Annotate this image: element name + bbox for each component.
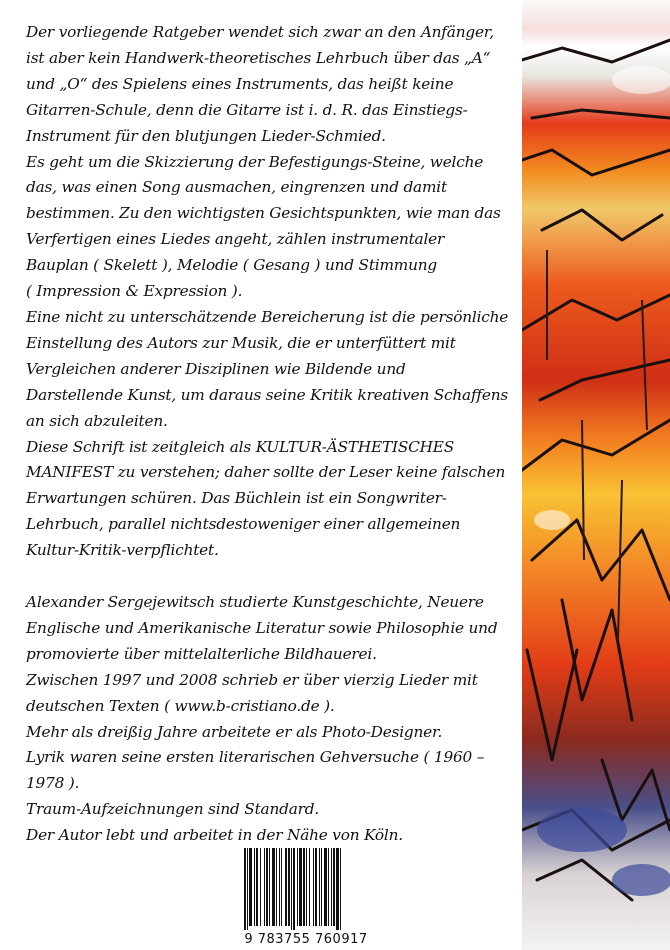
intro-line: Es geht um die Skizzierung der Befestigungs-Steine, welche xyxy=(26,152,484,171)
author-bio-paragraph xyxy=(26,590,516,849)
intro-line: Instrument für den blutjungen Lieder-Schmied. xyxy=(26,126,386,145)
barcode-bar xyxy=(333,848,335,926)
bio-line: Lyrik waren seine ersten literarischen Gehversuche ( 1960 – xyxy=(26,748,485,767)
isbn-number: 9 783755 760917 xyxy=(244,932,368,947)
intro-line: Eine nicht zu unterschätzende Bereicherung ist die persönliche xyxy=(26,307,509,326)
barcode-bar xyxy=(321,848,322,926)
bio-line: Englische und Amerikanische Literatur sowie Philosophie und xyxy=(26,618,498,637)
cover-artwork-strip xyxy=(522,0,670,950)
barcode-bar xyxy=(336,848,339,930)
barcode-bar xyxy=(288,848,290,926)
intro-line: Bauplan ( Skelett ), Melodie ( Gesang ) und Stimmung xyxy=(26,256,437,275)
bio-line: Zwischen 1997 und 2008 schrieb er über vierzig Lieder mit xyxy=(26,670,478,689)
bio-line: Traum-Aufzeichnungen sind Standard. xyxy=(26,800,319,819)
barcode-bar xyxy=(315,848,317,926)
barcode-bar xyxy=(249,848,252,926)
barcode-bar xyxy=(254,848,255,926)
intro-line: Lehrbuch, parallel nichtsdestoweniger einer allgemeinen xyxy=(26,515,461,534)
barcode-bar xyxy=(266,848,268,926)
intro-line: Erwartungen schüren. Das Büchlein ist ein Songwriter- xyxy=(26,489,447,508)
bio-line: Alexander Sergejewitsch studierte Kunstgeschichte, Neuere xyxy=(26,593,484,612)
barcode-bar xyxy=(331,848,332,926)
barcode-bar xyxy=(244,848,246,930)
barcode-bar xyxy=(303,848,305,926)
bio-line: Mehr als dreißig Jahre arbeitete er als Photo-Designer. xyxy=(26,722,443,741)
barcode-bar xyxy=(340,848,341,930)
bio-line: Der Autor lebt und arbeitet in der Nähe von Köln. xyxy=(26,826,403,845)
barcode-bar xyxy=(285,848,287,926)
intro-line: ist aber kein Handwerk-theoretisches Lehrbuch über das „A“ xyxy=(26,48,491,67)
barcode-bar xyxy=(264,848,265,926)
intro-line: und „O“ des Spielens eines Instruments, das heißt keine xyxy=(26,74,454,93)
barcode-bar xyxy=(319,848,320,926)
intro-line: Diese Schrift ist zeitgleich als KULTUR-ÄSTHETISCHES xyxy=(26,437,455,456)
intro-line: MANIFEST zu verstehen; daher sollte der Leser keine falschen xyxy=(26,463,506,482)
blurb-text xyxy=(26,20,516,849)
intro-line: Einstellung des Autors zur Musik, die er unterfüttert mit xyxy=(26,333,456,352)
intro-line: bestimmen. Zu den wichtigsten Gesichtspunkten, wie man das xyxy=(26,204,501,223)
barcode-bar xyxy=(297,848,298,926)
intro-line: ( Impression & Expression ). xyxy=(26,282,243,301)
barcode-bar xyxy=(291,848,292,930)
barcode-bar xyxy=(328,848,329,926)
intro-line: Der vorliegende Ratgeber wendet sich zwar an den Anfänger, xyxy=(26,23,494,41)
intro-line: Darstellende Kunst, um daraus seine Kritik kreativen Schaffens xyxy=(26,385,509,404)
barcode-bar xyxy=(306,848,307,926)
intro-line: Kultur-Kritik-verpflichtet. xyxy=(26,541,219,560)
intro-line: Verfertigen eines Liedes angeht, zählen instrumentaler xyxy=(26,230,445,249)
barcode-bar xyxy=(309,848,310,926)
barcode-bar xyxy=(260,848,261,926)
barcode-bar xyxy=(256,848,258,926)
barcode-bar xyxy=(293,848,295,930)
bio-line: deutschen Texten ( www.b-cristiano.de ). xyxy=(26,696,335,715)
barcode-bar xyxy=(276,848,277,926)
barcode-bar xyxy=(281,848,282,926)
intro-line: Vergleichen anderer Disziplinen wie Bildende und xyxy=(26,359,406,378)
intro-line: an sich abzuleiten. xyxy=(26,411,168,430)
painting-strokes xyxy=(522,0,670,950)
barcode-bar xyxy=(272,848,275,926)
barcode-bar xyxy=(299,848,302,926)
barcode-bar xyxy=(313,848,314,926)
bio-line: promovierte über mittelalterliche Bildhauerei. xyxy=(26,644,377,663)
isbn-barcode xyxy=(240,846,372,950)
bio-line: 1978 ). xyxy=(26,774,80,793)
barcode-bar xyxy=(279,848,280,926)
barcode-bar xyxy=(324,848,327,926)
paragraph-gap xyxy=(26,564,516,590)
intro-line: das, was einen Song ausmachen, eingrenzen und damit xyxy=(26,178,447,197)
barcode-bar xyxy=(247,848,248,930)
intro-line: Gitarren-Schule, denn die Gitarre ist i. d. R. das Einstiegs- xyxy=(26,100,468,119)
barcode-bar xyxy=(269,848,270,926)
barcode-bars xyxy=(240,846,372,932)
intro-paragraph xyxy=(26,20,516,564)
